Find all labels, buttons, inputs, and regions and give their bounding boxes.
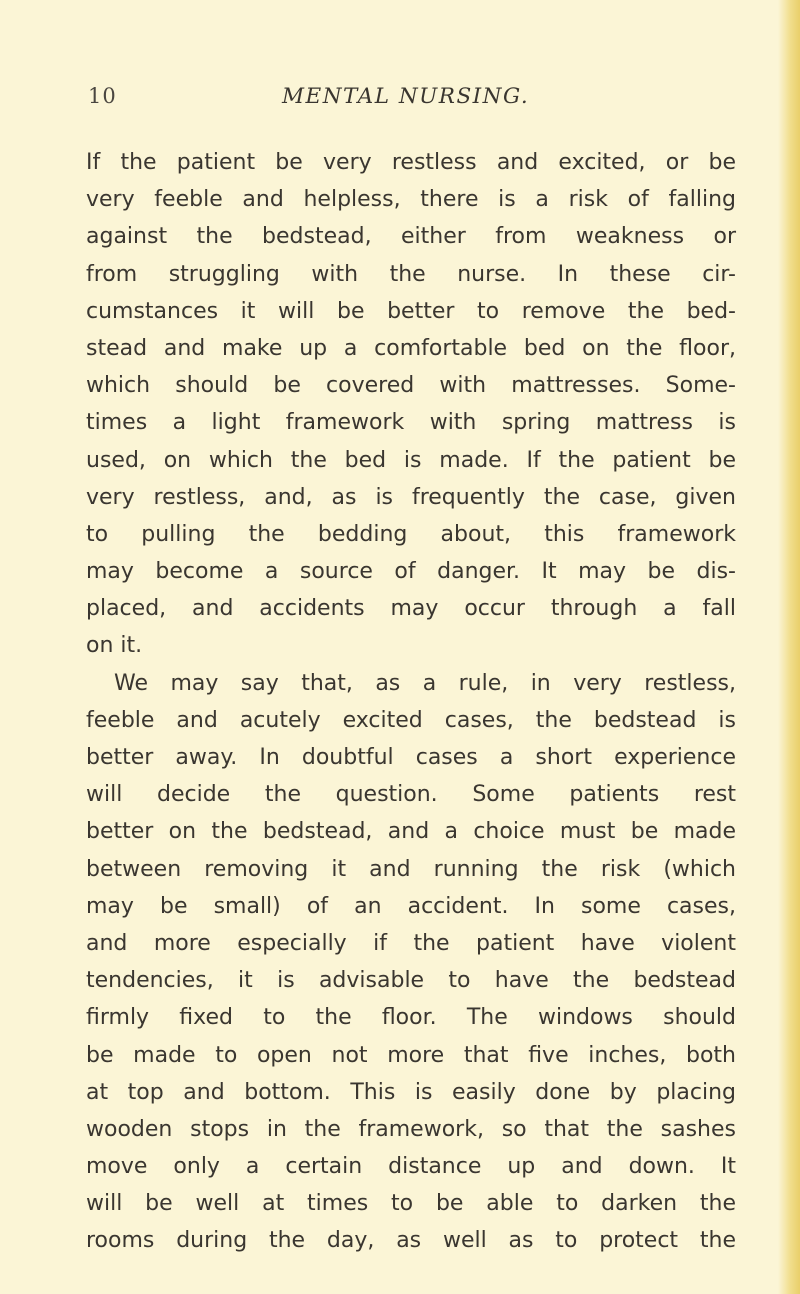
text-line: be made to open not more that five inches, both: [86, 1042, 736, 1068]
text-line: will decide the question. Some patients rest: [86, 782, 736, 808]
text-line: to pulling the bedding about, this framework: [86, 521, 736, 547]
text-line: times a light framework with spring mattress is: [86, 410, 736, 436]
text-line: may be small) of an accident. In some cases,: [86, 893, 736, 919]
text-line: placed, and accidents may occur through a fall: [86, 596, 736, 622]
text-line: move only a certain distance up and down. It: [86, 1154, 736, 1180]
text-line: will be well at times to be able to darken the: [86, 1191, 736, 1217]
body-text: [86, 144, 736, 1260]
text-line: better on the bedstead, and a choice must be made: [86, 819, 736, 845]
running-head: [0, 84, 800, 120]
text-line: which should be covered with mattresses. Some-: [86, 373, 736, 399]
text-line: We may say that, as a rule, in very restless,: [114, 670, 736, 696]
text-line: rooms during the day, as well as to protect the: [86, 1228, 736, 1254]
text-line: against the bedstead, either from weakness or: [86, 224, 736, 250]
text-line: and more especially if the patient have violent: [86, 930, 736, 956]
text-line: very feeble and helpless, there is a risk of falling: [86, 187, 736, 213]
text-line: stead and make up a comfortable bed on the floor,: [86, 335, 736, 361]
page-number: 10: [88, 84, 117, 108]
text-line: may become a source of danger. It may be dis-: [86, 559, 736, 585]
text-line: between removing it and running the risk (which: [86, 856, 736, 882]
text-line: on it.: [86, 633, 143, 659]
page-edge-shading: [778, 0, 800, 1294]
text-line: tendencies, it is advisable to have the bedstead: [86, 968, 736, 994]
text-line: at top and bottom. This is easily done by placing: [86, 1079, 736, 1105]
text-line: very restless, and, as is frequently the case, given: [86, 484, 736, 510]
text-line: better away. In doubtful cases a short experience: [86, 745, 736, 770]
text-line: cumstances it will be better to remove the bed-: [86, 298, 736, 324]
running-title: MENTAL NURSING.: [282, 84, 530, 109]
text-line: firmly fixed to the floor. The windows should: [86, 1005, 736, 1031]
text-line: feeble and acutely excited cases, the bedstead is: [86, 707, 736, 733]
text-line: used, on which the bed is made. If the patient be: [86, 447, 736, 473]
text-line: wooden stops in the framework, so that the sashes: [86, 1116, 736, 1142]
text-line: If the patient be very restless and excited, or be: [86, 150, 736, 175]
text-line: from struggling with the nurse. In these cir-: [86, 261, 736, 287]
